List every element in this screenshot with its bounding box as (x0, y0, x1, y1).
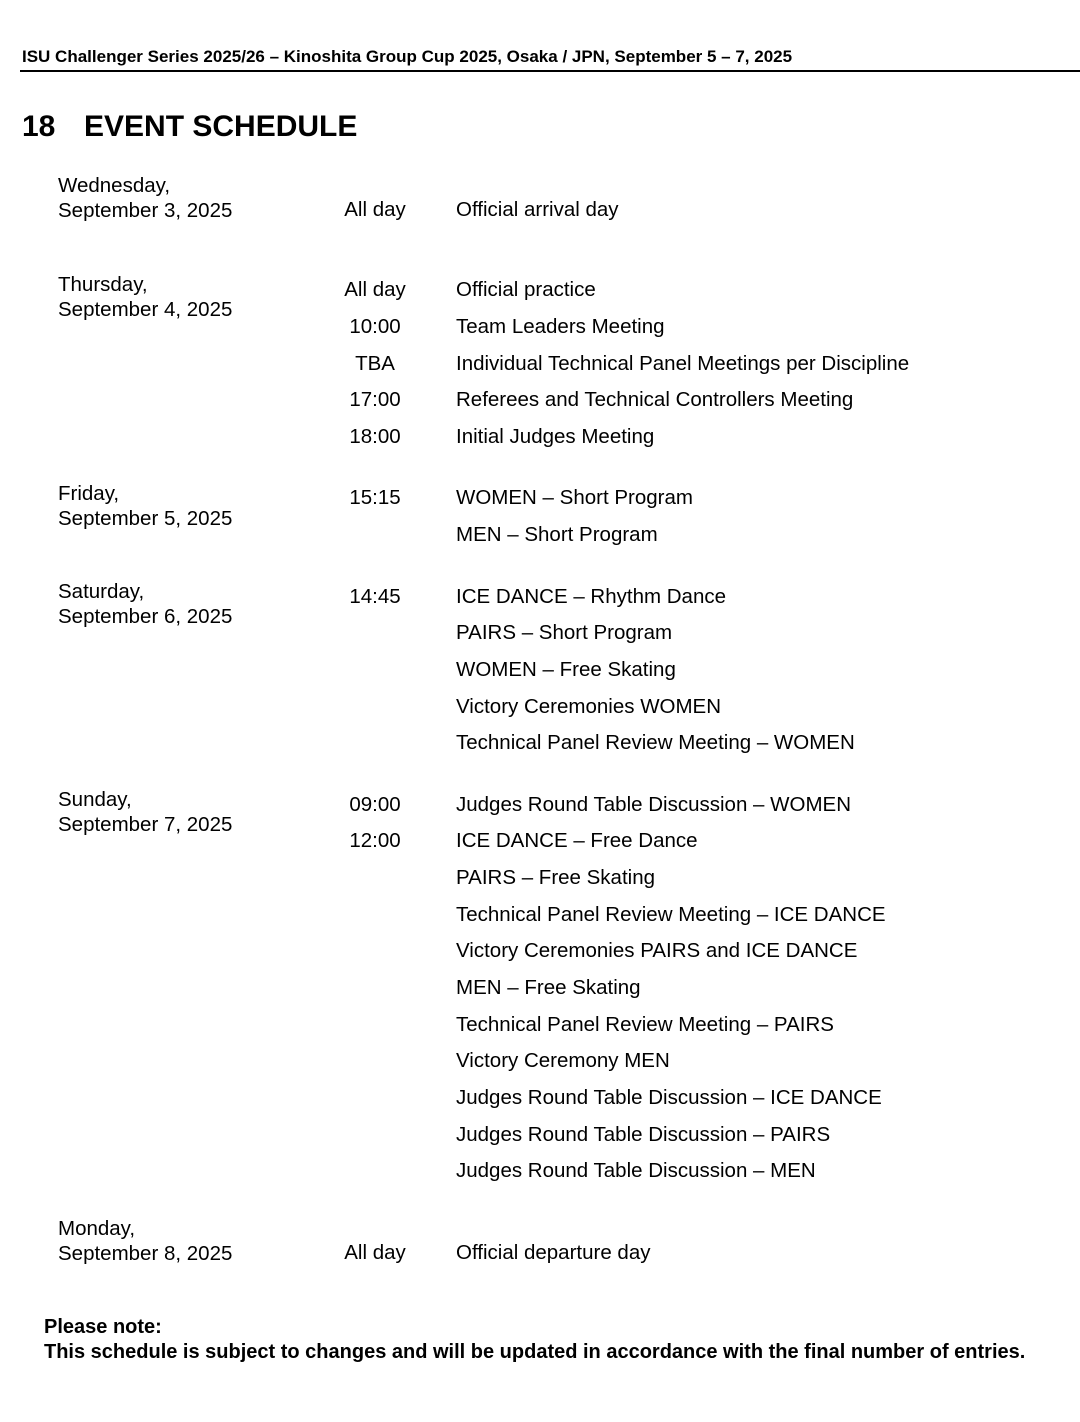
note-body: This schedule is subject to changes and will be updated in accordance with the final number of entries. (44, 1341, 1026, 1363)
day-weekday: Thursday, (58, 273, 148, 296)
day-date: September 4, 2025 (58, 298, 233, 321)
day-date: September 6, 2025 (58, 605, 233, 628)
schedule-event: Judges Round Table Discussion – ICE DANCE (456, 1086, 882, 1109)
day-weekday: Wednesday, (58, 174, 171, 197)
day-label-saturday (58, 579, 232, 629)
day-label-friday (58, 481, 232, 531)
day-date: September 8, 2025 (58, 1242, 233, 1265)
schedule-event: Technical Panel Review Meeting – ICE DANCE (456, 903, 886, 926)
schedule-time: All day (344, 198, 406, 221)
schedule-event: Official arrival day (456, 198, 619, 221)
day-date: September 7, 2025 (58, 813, 233, 836)
day-label-monday (58, 1216, 232, 1266)
note-heading: Please note: (44, 1316, 162, 1338)
section-title (22, 110, 357, 144)
schedule-event: PAIRS – Free Skating (456, 866, 656, 889)
schedule-event: Victory Ceremonies WOMEN (456, 695, 722, 718)
section-heading: EVENT SCHEDULE (84, 110, 358, 143)
schedule-time: 09:00 (349, 793, 401, 816)
schedule-event: Technical Panel Review Meeting – WOMEN (456, 731, 855, 754)
schedule-event: Technical Panel Review Meeting – PAIRS (456, 1013, 834, 1036)
schedule-time: All day (344, 1241, 406, 1264)
schedule-event: MEN – Free Skating (456, 976, 641, 999)
schedule-event: PAIRS – Short Program (456, 621, 673, 644)
day-label-thursday (58, 272, 232, 322)
schedule-time: TBA (355, 352, 395, 375)
document-header: ISU Challenger Series 2025/26 – Kinoshita Group Cup 2025, Osaka / JPN, September 5 – 7, 2025 (22, 47, 793, 66)
schedule-event: ICE DANCE – Free Dance (456, 829, 698, 852)
day-date: September 5, 2025 (58, 507, 233, 530)
header-rule (20, 70, 1080, 72)
schedule-time: 18:00 (349, 425, 401, 448)
schedule-event: Official practice (456, 278, 596, 301)
day-date: September 3, 2025 (58, 199, 233, 222)
day-weekday: Sunday, (58, 788, 132, 811)
day-label-wednesday (58, 173, 232, 223)
schedule-time: 12:00 (349, 829, 401, 852)
schedule-time: 10:00 (349, 315, 401, 338)
schedule-event: Individual Technical Panel Meetings per Discipline (456, 352, 910, 375)
schedule-event: WOMEN – Short Program (456, 486, 693, 509)
schedule-event: Initial Judges Meeting (456, 425, 655, 448)
schedule-event: WOMEN – Free Skating (456, 658, 676, 681)
schedule-event: Official departure day (456, 1241, 651, 1264)
schedule-event: Judges Round Table Discussion – PAIRS (456, 1123, 831, 1146)
day-weekday: Monday, (58, 1217, 136, 1240)
section-number: 18 (22, 110, 56, 143)
schedule-time: 17:00 (349, 388, 401, 411)
schedule-time: 15:15 (349, 486, 401, 509)
schedule-time: 14:45 (349, 585, 401, 608)
schedule-event: Judges Round Table Discussion – MEN (456, 1159, 816, 1182)
schedule-event: Referees and Technical Controllers Meeting (456, 388, 854, 411)
schedule-time: All day (344, 278, 406, 301)
day-label-sunday (58, 787, 232, 837)
day-weekday: Saturday, (58, 580, 145, 603)
schedule-event: Team Leaders Meeting (456, 315, 665, 338)
day-weekday: Friday, (58, 482, 120, 505)
schedule-event: Victory Ceremony MEN (456, 1049, 670, 1072)
schedule-event: MEN – Short Program (456, 523, 658, 546)
schedule-event: ICE DANCE – Rhythm Dance (456, 585, 727, 608)
schedule-event: Victory Ceremonies PAIRS and ICE DANCE (456, 939, 858, 962)
schedule-note (44, 1315, 1044, 1365)
schedule-event: Judges Round Table Discussion – WOMEN (456, 793, 851, 816)
